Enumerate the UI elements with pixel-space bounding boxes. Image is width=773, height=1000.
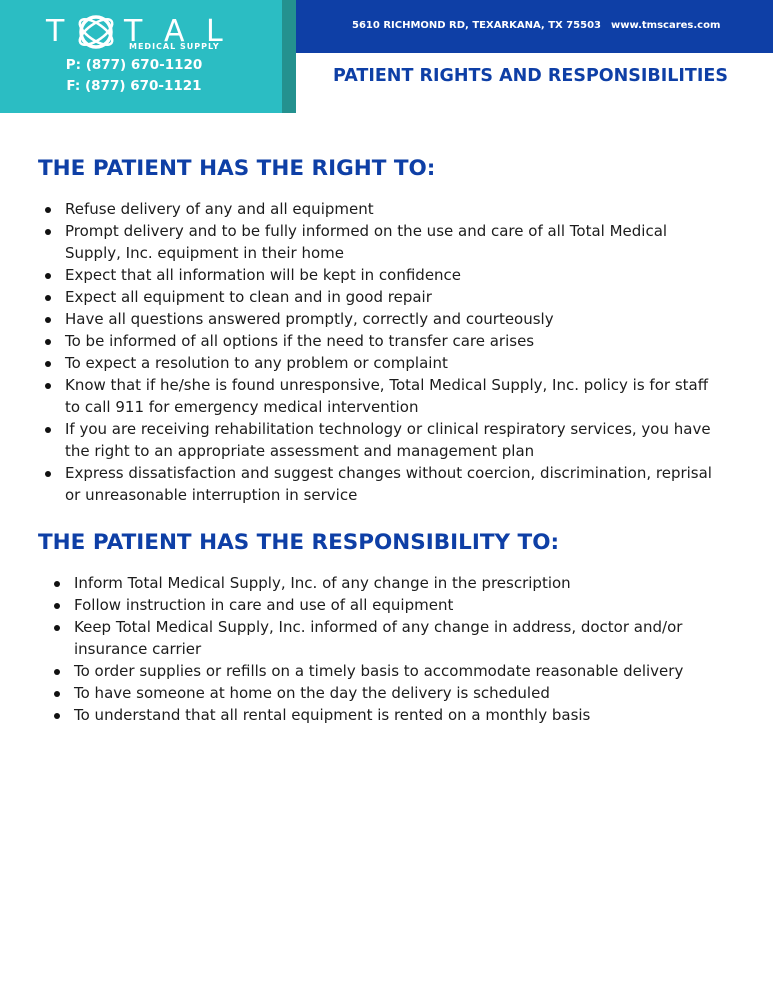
list-item-text: Keep Total Medical Supply, Inc. informed of any change in address, doctor and/or <box>74 618 683 636</box>
document-title: PATIENT RIGHTS AND RESPONSIBILITIES <box>333 66 728 86</box>
list-item <box>46 616 746 660</box>
list-item <box>46 594 746 616</box>
list-item <box>37 286 737 308</box>
list-item <box>46 660 746 682</box>
logo-accent-stripe <box>282 0 296 113</box>
bullet-icon <box>45 361 51 367</box>
bullet-icon <box>45 273 51 279</box>
list-item-text: Express dissatisfaction and suggest changes without coercion, discrimination, reprisal <box>65 464 712 482</box>
list-item-text: the right to an appropriate assessment and management plan <box>65 442 535 460</box>
company-logo <box>46 12 236 54</box>
list-item-text: to call 911 for emergency medical intervention <box>65 398 419 416</box>
bullet-icon <box>54 603 60 609</box>
list-item <box>37 462 737 506</box>
bullet-icon <box>45 207 51 213</box>
bullet-icon <box>45 383 51 389</box>
list-item-text: To expect a resolution to any problem or complaint <box>65 354 448 372</box>
list-item <box>37 418 737 462</box>
rights-list <box>37 198 737 506</box>
list-item-text: Supply, Inc. equipment in their home <box>65 244 344 262</box>
list-item-text: Have all questions answered promptly, correctly and courteously <box>65 310 554 328</box>
list-item <box>46 572 746 594</box>
list-item-text: To understand that all rental equipment is rented on a monthly basis <box>74 706 591 724</box>
bullet-icon <box>54 691 60 697</box>
list-item-text: Know that if he/she is found unresponsive, Total Medical Supply, Inc. policy is for staff <box>65 376 709 394</box>
logo-panel <box>0 0 282 113</box>
logo-letter: L <box>206 14 223 49</box>
list-item-text: Follow instruction in care and use of all equipment <box>74 596 454 614</box>
bullet-icon <box>45 339 51 345</box>
list-item <box>37 330 737 352</box>
logo-letter: T <box>124 14 143 49</box>
list-item <box>37 264 737 286</box>
bullet-icon <box>45 295 51 301</box>
list-item <box>46 704 746 726</box>
list-item-text: or unreasonable interruption in service <box>65 486 358 504</box>
list-item-text: Expect that all information will be kept in confidence <box>65 266 462 284</box>
bullet-icon <box>54 669 60 675</box>
list-item <box>46 682 746 704</box>
logo-subtitle: MEDICAL SUPPLY <box>129 42 220 51</box>
website-link[interactable]: www.tmscares.com <box>611 20 721 31</box>
bullet-icon <box>45 427 51 433</box>
bullet-icon <box>45 317 51 323</box>
list-item-text: Refuse delivery of any and all equipment <box>65 200 374 218</box>
list-item <box>37 352 737 374</box>
list-item <box>37 374 737 418</box>
list-item-text: insurance carrier <box>74 640 202 658</box>
list-item-text: Expect all equipment to clean and in good repair <box>65 288 432 306</box>
list-item-text: To have someone at home on the day the delivery is scheduled <box>74 684 550 702</box>
bullet-icon <box>45 471 51 477</box>
list-item-text: Inform Total Medical Supply, Inc. of any change in the prescription <box>74 574 571 592</box>
list-item-text: Prompt delivery and to be fully informed on the use and care of all Total Medical <box>65 222 668 240</box>
logo-letter: T <box>46 14 65 49</box>
list-item-text: If you are receiving rehabilitation technology or clinical respiratory services, you have <box>65 420 711 438</box>
bullet-icon <box>54 625 60 631</box>
list-item-text: To order supplies or refills on a timely basis to accommodate reasonable delivery <box>74 662 684 680</box>
responsibilities-heading: THE PATIENT HAS THE RESPONSIBILITY TO: <box>38 530 560 555</box>
logo-o-emblem-icon <box>76 12 116 52</box>
bullet-icon <box>54 713 60 719</box>
list-item <box>37 308 737 330</box>
header-bar <box>296 0 773 53</box>
company-address: 5610 RICHMOND RD, TEXARKANA, TX 75503 <box>352 20 601 31</box>
phone-number: P: (877) 670-1120 <box>65 57 203 73</box>
bullet-icon <box>54 581 60 587</box>
fax-number: F: (877) 670-1121 <box>66 78 202 94</box>
list-item <box>37 198 737 220</box>
list-item-text: To be informed of all options if the need to transfer care arises <box>65 332 535 350</box>
responsibilities-list <box>46 572 746 726</box>
list-item <box>37 220 737 264</box>
bullet-icon <box>45 229 51 235</box>
rights-heading: THE PATIENT HAS THE RIGHT TO: <box>38 156 436 181</box>
logo-letter: A <box>164 14 185 49</box>
